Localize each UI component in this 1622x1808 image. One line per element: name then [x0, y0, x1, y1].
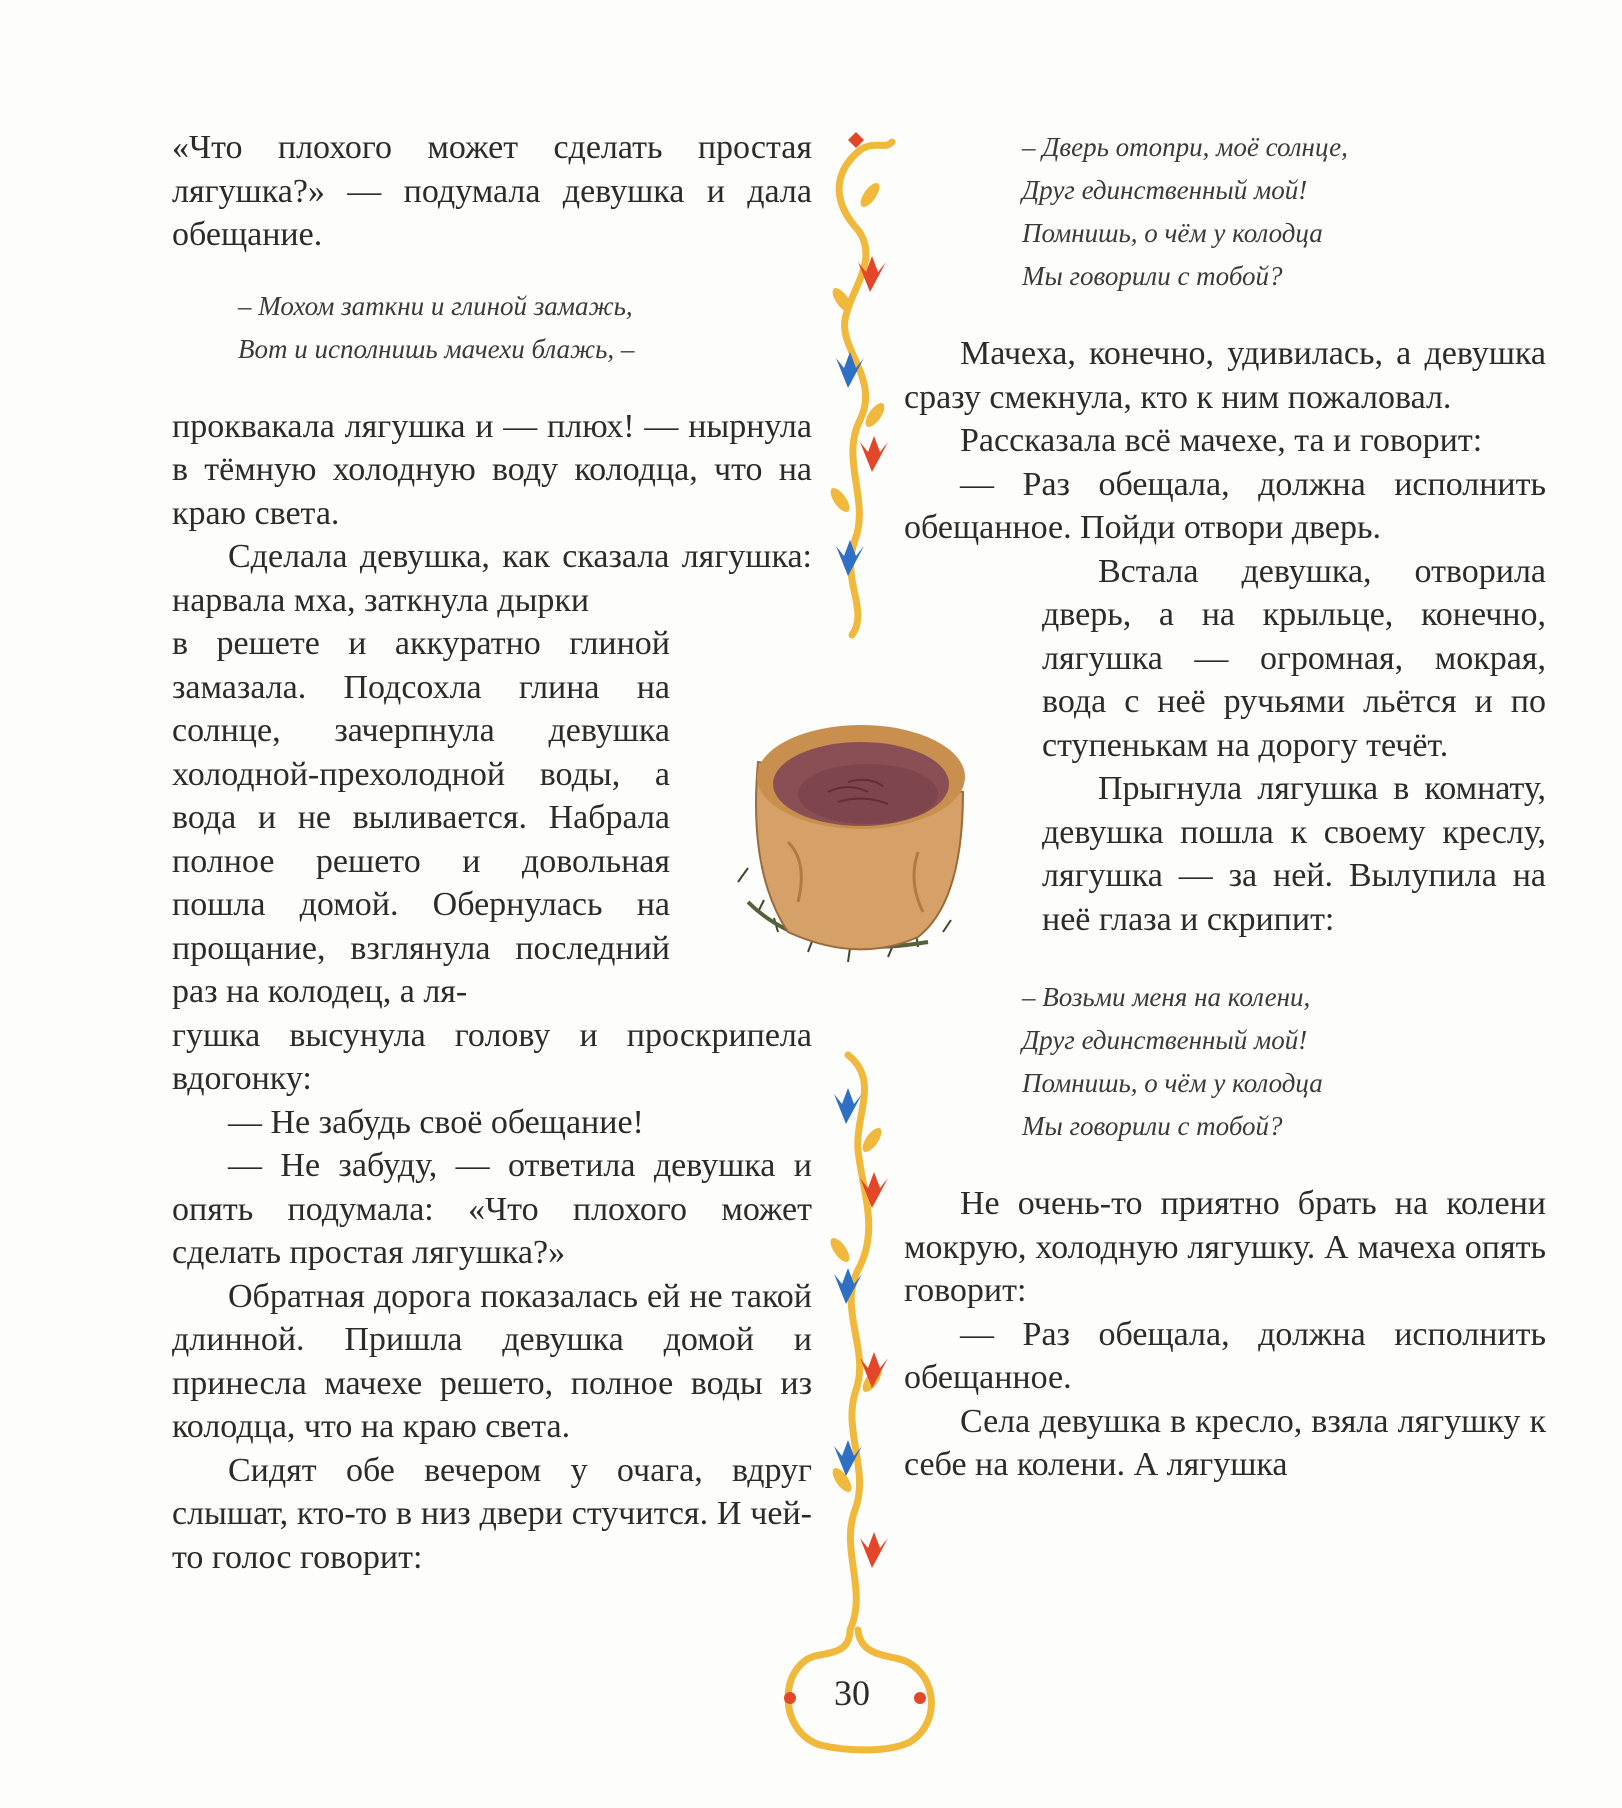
verse-line: Помнишь, о чём у колодца: [1022, 1068, 1323, 1098]
red-flower-icon: [860, 436, 888, 472]
blue-flower-icon: [834, 1088, 862, 1124]
paragraph: Обратная дорога показалась ей не такой длинной. Пришла девушка домой и принесла мачехе решето, полное воды из колодца, что на краю света.: [172, 1277, 812, 1445]
paragraph: Села девушка в кресло, взяла лягушку к себе на колени. А лягушка: [904, 1402, 1546, 1483]
blue-flower-icon: [836, 352, 864, 388]
verse-line: Друг единственный мой!: [1022, 175, 1308, 205]
red-flower-icon: [858, 256, 886, 292]
verse-block: [1022, 126, 1546, 298]
verse-line: Мы говорили с тобой?: [1022, 261, 1283, 291]
page-number: 30: [834, 1673, 870, 1713]
paragraph-wrapped: в решете и аккуратно глиной замазала. Подсохла глина на солнце, зачерпнула девушка холодной-прехолодной воды, а вода и не выливается. Набрала полное решето и довольная пошла домой. Обернулась на прощание, взглянула последний раз на колодец, а ля-: [172, 625, 670, 1010]
paragraph: Сделала девушка, как сказала лягушка: нарвала мха, заткнула дырки: [172, 538, 812, 619]
paragraph: Сидят обе вечером у очага, вдруг слышат, кто-то в низ двери стучится. И чей-то голос говорит:: [172, 1451, 812, 1576]
verse-line: Мы говорили с тобой?: [1022, 1111, 1283, 1141]
paragraph: Рассказала всё мачехе, та и говорит:: [960, 422, 1483, 459]
verse-line: Помнишь, о чём у колодца: [1022, 218, 1323, 248]
blue-flower-icon: [834, 1440, 862, 1476]
verse-block: [238, 285, 812, 371]
red-flower-icon: [860, 1352, 888, 1388]
verse-line: – Дверь отопри, моё солнце,: [1022, 132, 1348, 162]
paragraph: гушка высунула голову и проскрипела вдогонку:: [172, 1016, 812, 1097]
verse-line: Друг единственный мой!: [1022, 1025, 1308, 1055]
dialogue-line: — Не забудь своё обещание!: [228, 1103, 644, 1141]
verse-line: – Мохом заткни и глиной замажь,: [238, 290, 633, 321]
paragraph: Мачеха, конечно, удивилась, а девушка сразу смекнула, кто к ним пожаловал.: [904, 335, 1546, 416]
dialogue-line: — Раз обещала, должна исполнить обещанное.: [904, 1315, 1546, 1396]
paragraph-wrapped: Прыгнула лягушка в комнату, девушка пошла к своему креслу, лягушка — за ней. Вылупила на неё глаза и скрипит:: [1042, 770, 1546, 938]
paragraph: проквакала лягушка и — плюх! — нырнула в тёмную холодную воду колодца, что на краю света.: [172, 407, 812, 532]
verse-line: Вот и исполнишь мачехи блажь, –: [238, 333, 635, 364]
red-flower-icon: [860, 1532, 888, 1568]
blue-flower-icon: [834, 1268, 862, 1304]
dialogue-line: — Раз обещала, должна исполнить обещанное. Пойди отвори дверь.: [904, 465, 1546, 546]
blue-flower-icon: [836, 540, 864, 576]
right-column: [904, 126, 1546, 1487]
verse-block: [1022, 976, 1546, 1148]
left-column: [172, 126, 812, 1579]
paragraph: Не очень-то приятно брать на колени мокрую, холодную лягушку. А мачеха опять говорит:: [904, 1185, 1546, 1309]
dialogue-line: — Не забуду, — ответила девушка и опять подумала: «Что плохого может сделать простая лягушка?»: [172, 1147, 812, 1271]
paragraph: «Что плохого может сделать простая лягушка?» — подумала девушка и дала обещание.: [172, 129, 812, 253]
verse-line: – Возьми меня на колени,: [1022, 982, 1311, 1012]
paragraph-wrapped: Встала девушка, отворила дверь, а на крыльце, конечно, лягушка — огромная, мокрая, вода с неё ручьями льётся и по ступенькам на дорогу течёт.: [1042, 552, 1546, 764]
red-flower-icon: [860, 1172, 888, 1208]
